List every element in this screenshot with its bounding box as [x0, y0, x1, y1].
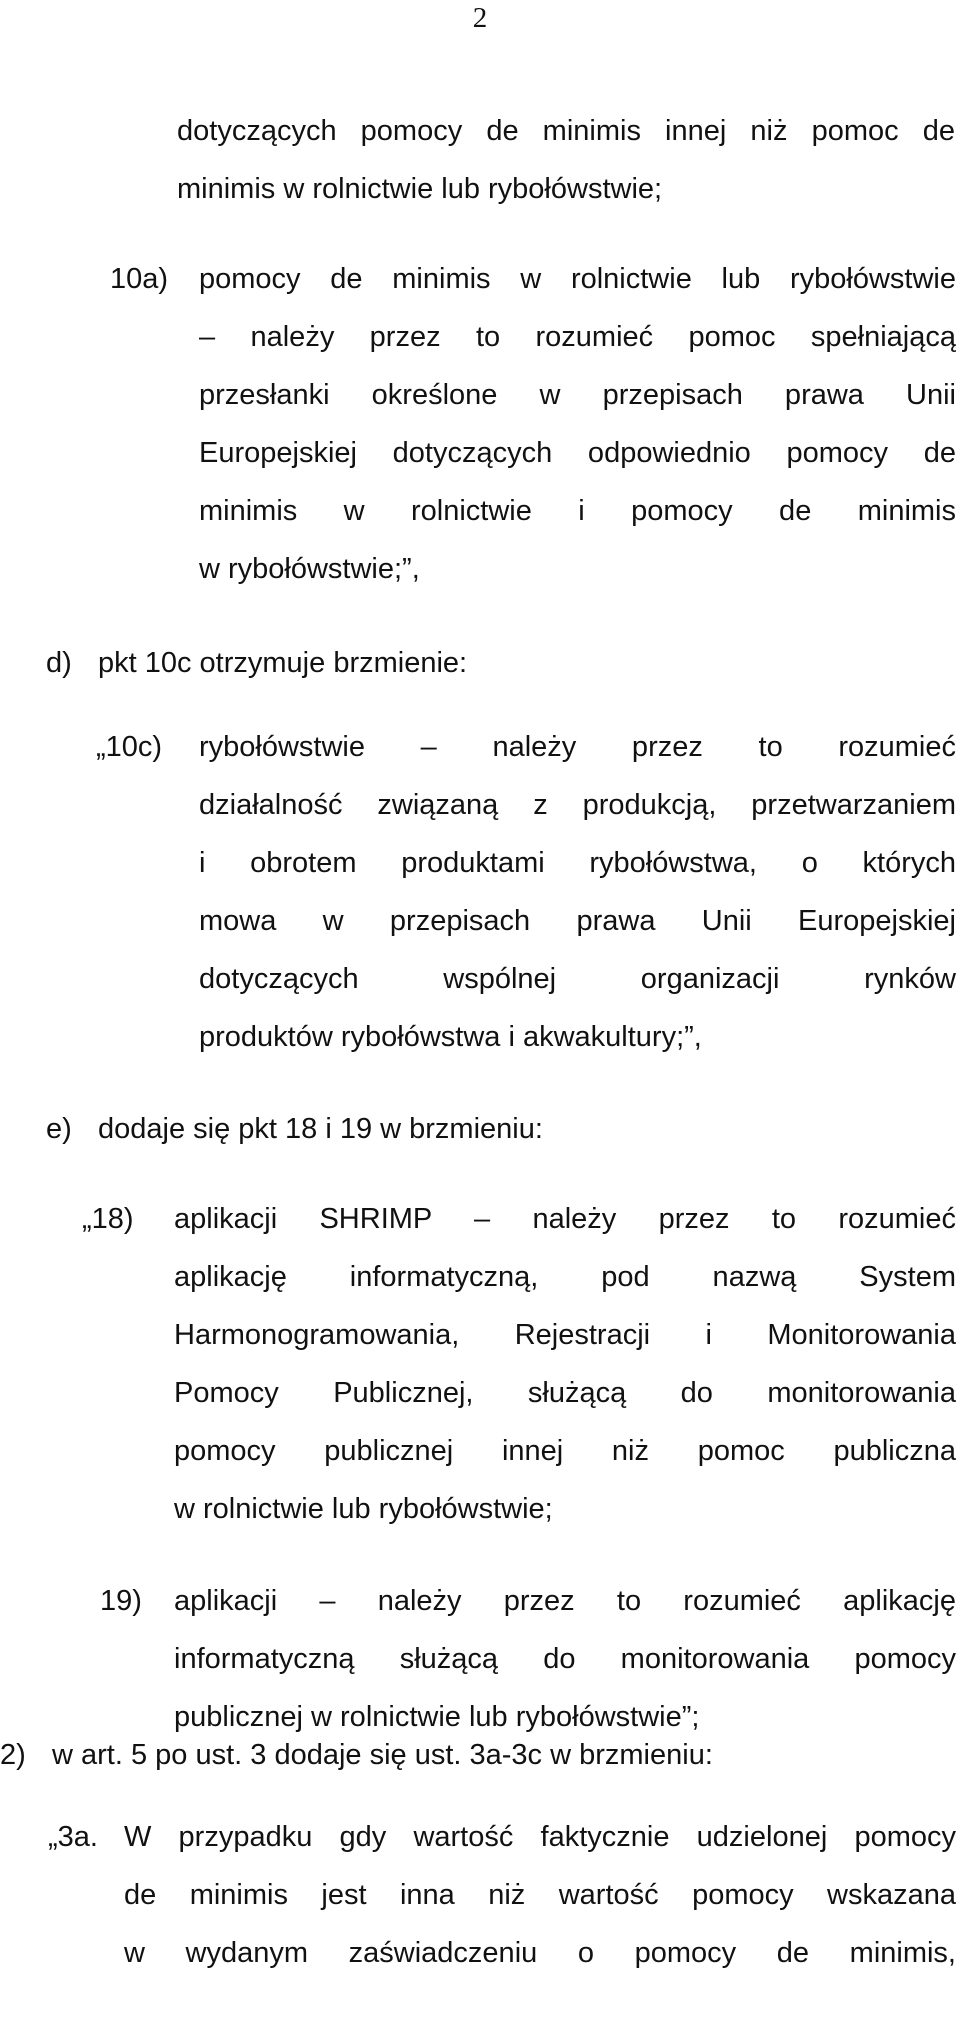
- text-line: – należy przez to rozumieć pomoc spełniającą: [199, 321, 956, 353]
- text-line: mowa w przepisach prawa Unii Europejskiej: [199, 905, 956, 937]
- item-10a-text: [199, 250, 956, 598]
- text-line: minimis w rolnictwie i pomocy de minimis: [199, 495, 956, 527]
- item-2-text: w art. 5 po ust. 3 dodaje się ust. 3a-3c w brzmieniu:: [52, 1739, 713, 1771]
- text-line: przesłanki określone w przepisach prawa Unii: [199, 379, 956, 411]
- text-line: pomocy de minimis w rolnictwie lub rybołówstwie: [199, 263, 956, 295]
- text-line: informatyczną służącą do monitorowania pomocy: [174, 1643, 956, 1675]
- item-3a-label: „3a.: [48, 1821, 98, 1853]
- text-line: aplikacji – należy przez to rozumieć aplikację: [174, 1585, 956, 1617]
- text-line: pomocy publicznej innej niż pomoc publiczna: [174, 1435, 956, 1467]
- text-line: Harmonogramowania, Rejestracji i Monitorowania: [174, 1319, 956, 1351]
- text-line: działalność związaną z produkcją, przetwarzaniem: [199, 789, 956, 821]
- text-line: W przypadku gdy wartość faktycznie udzielonej pomocy: [124, 1821, 956, 1853]
- text-line: aplikację informatyczną, pod nazwą System: [174, 1261, 956, 1293]
- text-line: i obrotem produktami rybołówstwa, o których: [199, 847, 956, 879]
- item-19-label: 19): [100, 1585, 142, 1617]
- item-18-label: „18): [82, 1203, 134, 1235]
- item-10a-label: 10a): [110, 263, 169, 295]
- item-10c-text: [199, 718, 956, 1066]
- item-e-label: e): [46, 1113, 72, 1145]
- text-line: w rybołówstwie;”,: [199, 553, 420, 585]
- item-18-text: [174, 1190, 956, 1538]
- item-19-text: [174, 1572, 956, 1746]
- text-line: w rolnictwie lub rybołówstwie;: [174, 1493, 553, 1525]
- text-line: Europejskiej dotyczących odpowiednio pomocy de: [199, 437, 956, 469]
- item-e-text: dodaje się pkt 18 i 19 w brzmieniu:: [98, 1113, 543, 1145]
- item-10c-label: „10c): [96, 731, 163, 763]
- item-d-text: pkt 10c otrzymuje brzmienie:: [98, 647, 468, 679]
- text-line: publicznej w rolnictwie lub rybołówstwie”;: [174, 1701, 700, 1733]
- item-d-label: d): [46, 647, 72, 679]
- intro-paragraph: [177, 102, 955, 218]
- text-line: dotyczących wspólnej organizacji rynków: [199, 963, 956, 995]
- text-line: produktów rybołówstwa i akwakultury;”,: [199, 1021, 702, 1053]
- text-line: w wydanym zaświadczeniu o pomocy de minimis,: [124, 1937, 956, 1969]
- item-2-label: 2): [0, 1739, 26, 1771]
- text-line: de minimis jest inna niż wartość pomocy wskazana: [124, 1879, 956, 1911]
- text-line: dotyczących pomocy de minimis innej niż pomoc de: [177, 115, 955, 147]
- item-3a-text: [124, 1808, 956, 1982]
- text-line: aplikacji SHRIMP – należy przez to rozumieć: [174, 1203, 956, 1235]
- text-line: Pomocy Publicznej, służącą do monitorowania: [174, 1377, 956, 1409]
- text-line: rybołówstwie – należy przez to rozumieć: [199, 731, 956, 763]
- text-line: minimis w rolnictwie lub rybołówstwie;: [177, 173, 663, 205]
- page-number: 2: [472, 2, 488, 34]
